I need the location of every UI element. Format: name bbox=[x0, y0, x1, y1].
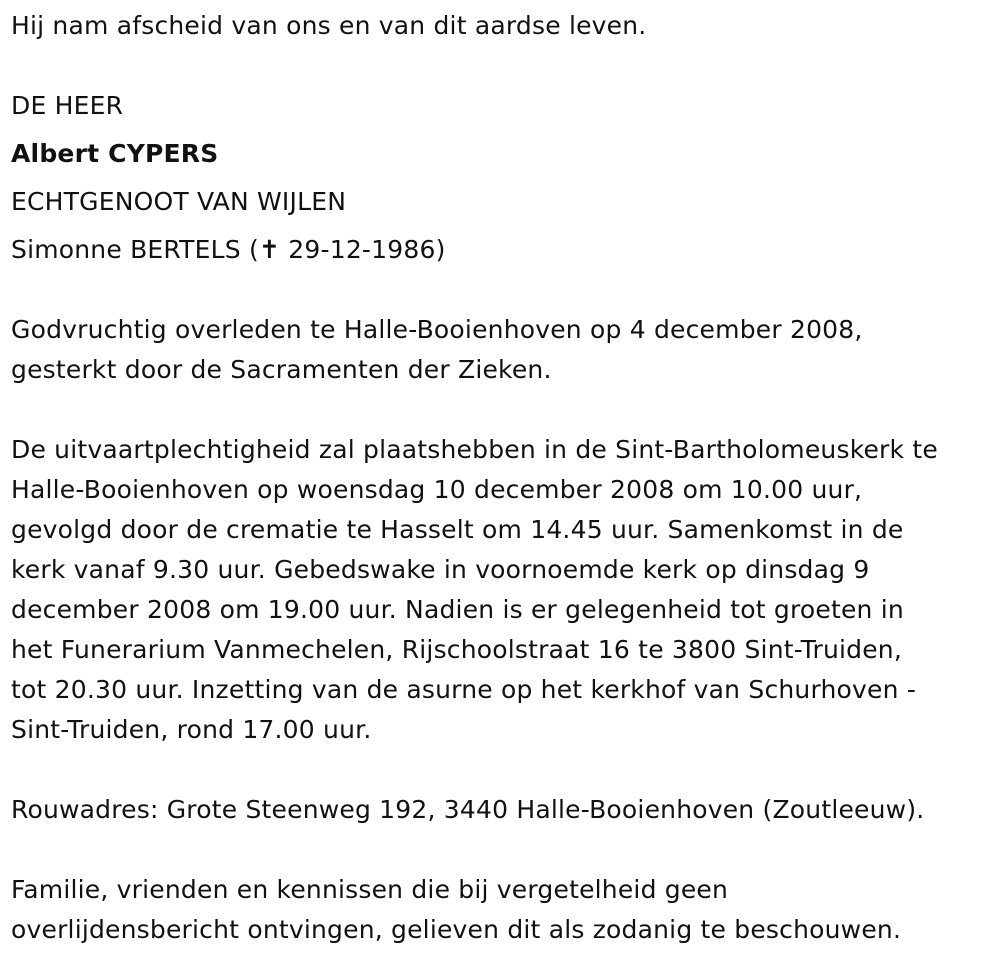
spouse-label: ECHTGENOOT VAN WIJLEN bbox=[11, 187, 347, 216]
intro-text: Hij nam afscheid van ons en van dit aardse leven. bbox=[11, 11, 647, 40]
funeral-line: Sint-Truiden, rond 17.00 uur. bbox=[11, 715, 372, 744]
funeral-line: gevolgd door de crematie te Hasselt om 14.45 uur. Samenkomst in de bbox=[11, 515, 904, 544]
funeral-line: De uitvaartplechtigheid zal plaatshebben in de Sint-Bartholomeuskerk te bbox=[11, 435, 938, 464]
death-notice-line: gesterkt door de Sacramenten der Zieken. bbox=[11, 355, 552, 384]
funeral-line: tot 20.30 uur. Inzetting van de asurne op het kerkhof van Schurhoven - bbox=[11, 675, 917, 704]
funeral-line: het Funerarium Vanmechelen, Rijschoolstraat 16 te 3800 Sint-Truiden, bbox=[11, 635, 902, 664]
spouse-death-open-paren: ( bbox=[249, 235, 259, 264]
closing-line: overlijdensbericht ontvingen, gelieven dit als zodanig te beschouwen. bbox=[11, 915, 902, 944]
honorific: DE HEER bbox=[11, 91, 124, 120]
funeral-line: december 2008 om 19.00 uur. Nadien is er gelegenheid tot groeten in bbox=[11, 595, 904, 624]
spouse-name: Simonne BERTELS bbox=[11, 235, 241, 264]
funeral-line: Halle-Booienhoven op woensdag 10 december 2008 om 10.00 uur, bbox=[11, 475, 863, 504]
spouse-death-date: 29-12-1986 bbox=[288, 235, 436, 264]
cross-icon: ✝ bbox=[258, 235, 281, 264]
spouse-death-close-paren: ) bbox=[435, 235, 446, 264]
funeral-line: kerk vanaf 9.30 uur. Gebedswake in voornoemde kerk op dinsdag 9 bbox=[11, 555, 870, 584]
closing-line: Familie, vrienden en kennissen die bij vergetelheid geen bbox=[11, 875, 729, 904]
mourning-address: Rouwadres: Grote Steenweg 192, 3440 Halle-Booienhoven (Zoutleeuw). bbox=[11, 795, 925, 824]
death-notice-line: Godvruchtig overleden te Halle-Booienhoven op 4 december 2008, bbox=[11, 315, 863, 344]
deceased-name: Albert CYPERS bbox=[11, 139, 219, 168]
spouse-line bbox=[11, 230, 446, 270]
